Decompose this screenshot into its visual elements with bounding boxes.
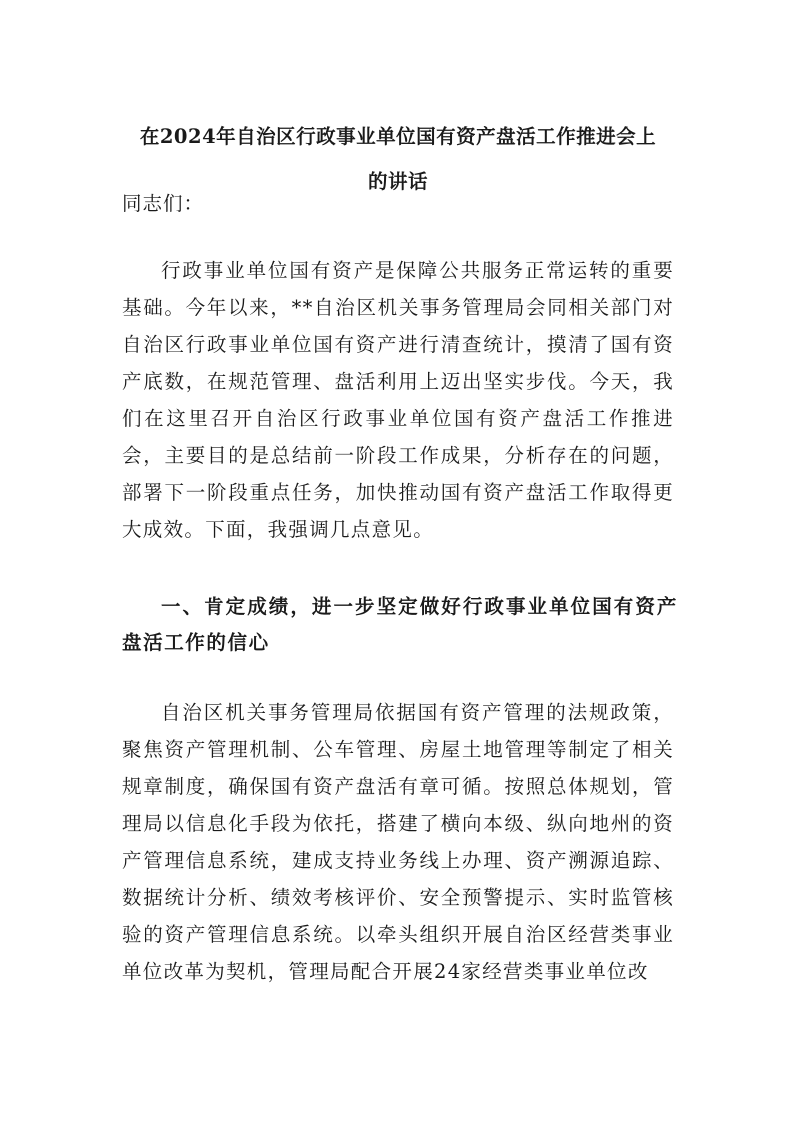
document-title-line-2: 的讲话 xyxy=(367,170,428,193)
body-paragraph-2: 自治区机关事务管理局依据国有资产管理的法规政策，聚焦资产管理机制、公车管理、房屋土地管理等制定了相关规章制度，确保国有资产盘活有章可循。按照总体规划，管理局以信息化手段为依托，搭建了横向本级、纵向地州的资产管理信息系统，建成支持业务线上办理、资产溯源追踪、数据统计分析、绩效考核评价、安全预警提示、实时监管核验的资产管理信息系统。以牵头组织开展自治区经营类事业单位改革为契机，管理局配合开展24家经营类事业单位改 xyxy=(122,701,674,983)
body-paragraph-1: 行政事业单位国有资产是保障公共服务正常运转的重要基础。今年以来，**自治区机关事务管理局会同相关部门对自治区行政事业单位国有资产进行清查统计，摸清了国有资产底数，在规范管理、盘活利用上迈出坚实步伐。今天，我们在这里召开自治区行政事业单位国有资产盘活工作推进会，主要目的是总结前一阶段工作成果，分析存在的问题，部署下一阶段重点任务，加快推动国有资产盘活工作取得更大成效。下面，我强调几点意见。 xyxy=(122,259,674,541)
document-title-line-1: 在2024年自治区行政事业单位国有资产盘活工作推进会上 xyxy=(139,125,657,148)
section-heading-1: 一、肯定成绩，进一步坚定做好行政事业单位国有资产盘活工作的信心 xyxy=(122,595,678,654)
salutation: 同志们： xyxy=(122,192,205,215)
